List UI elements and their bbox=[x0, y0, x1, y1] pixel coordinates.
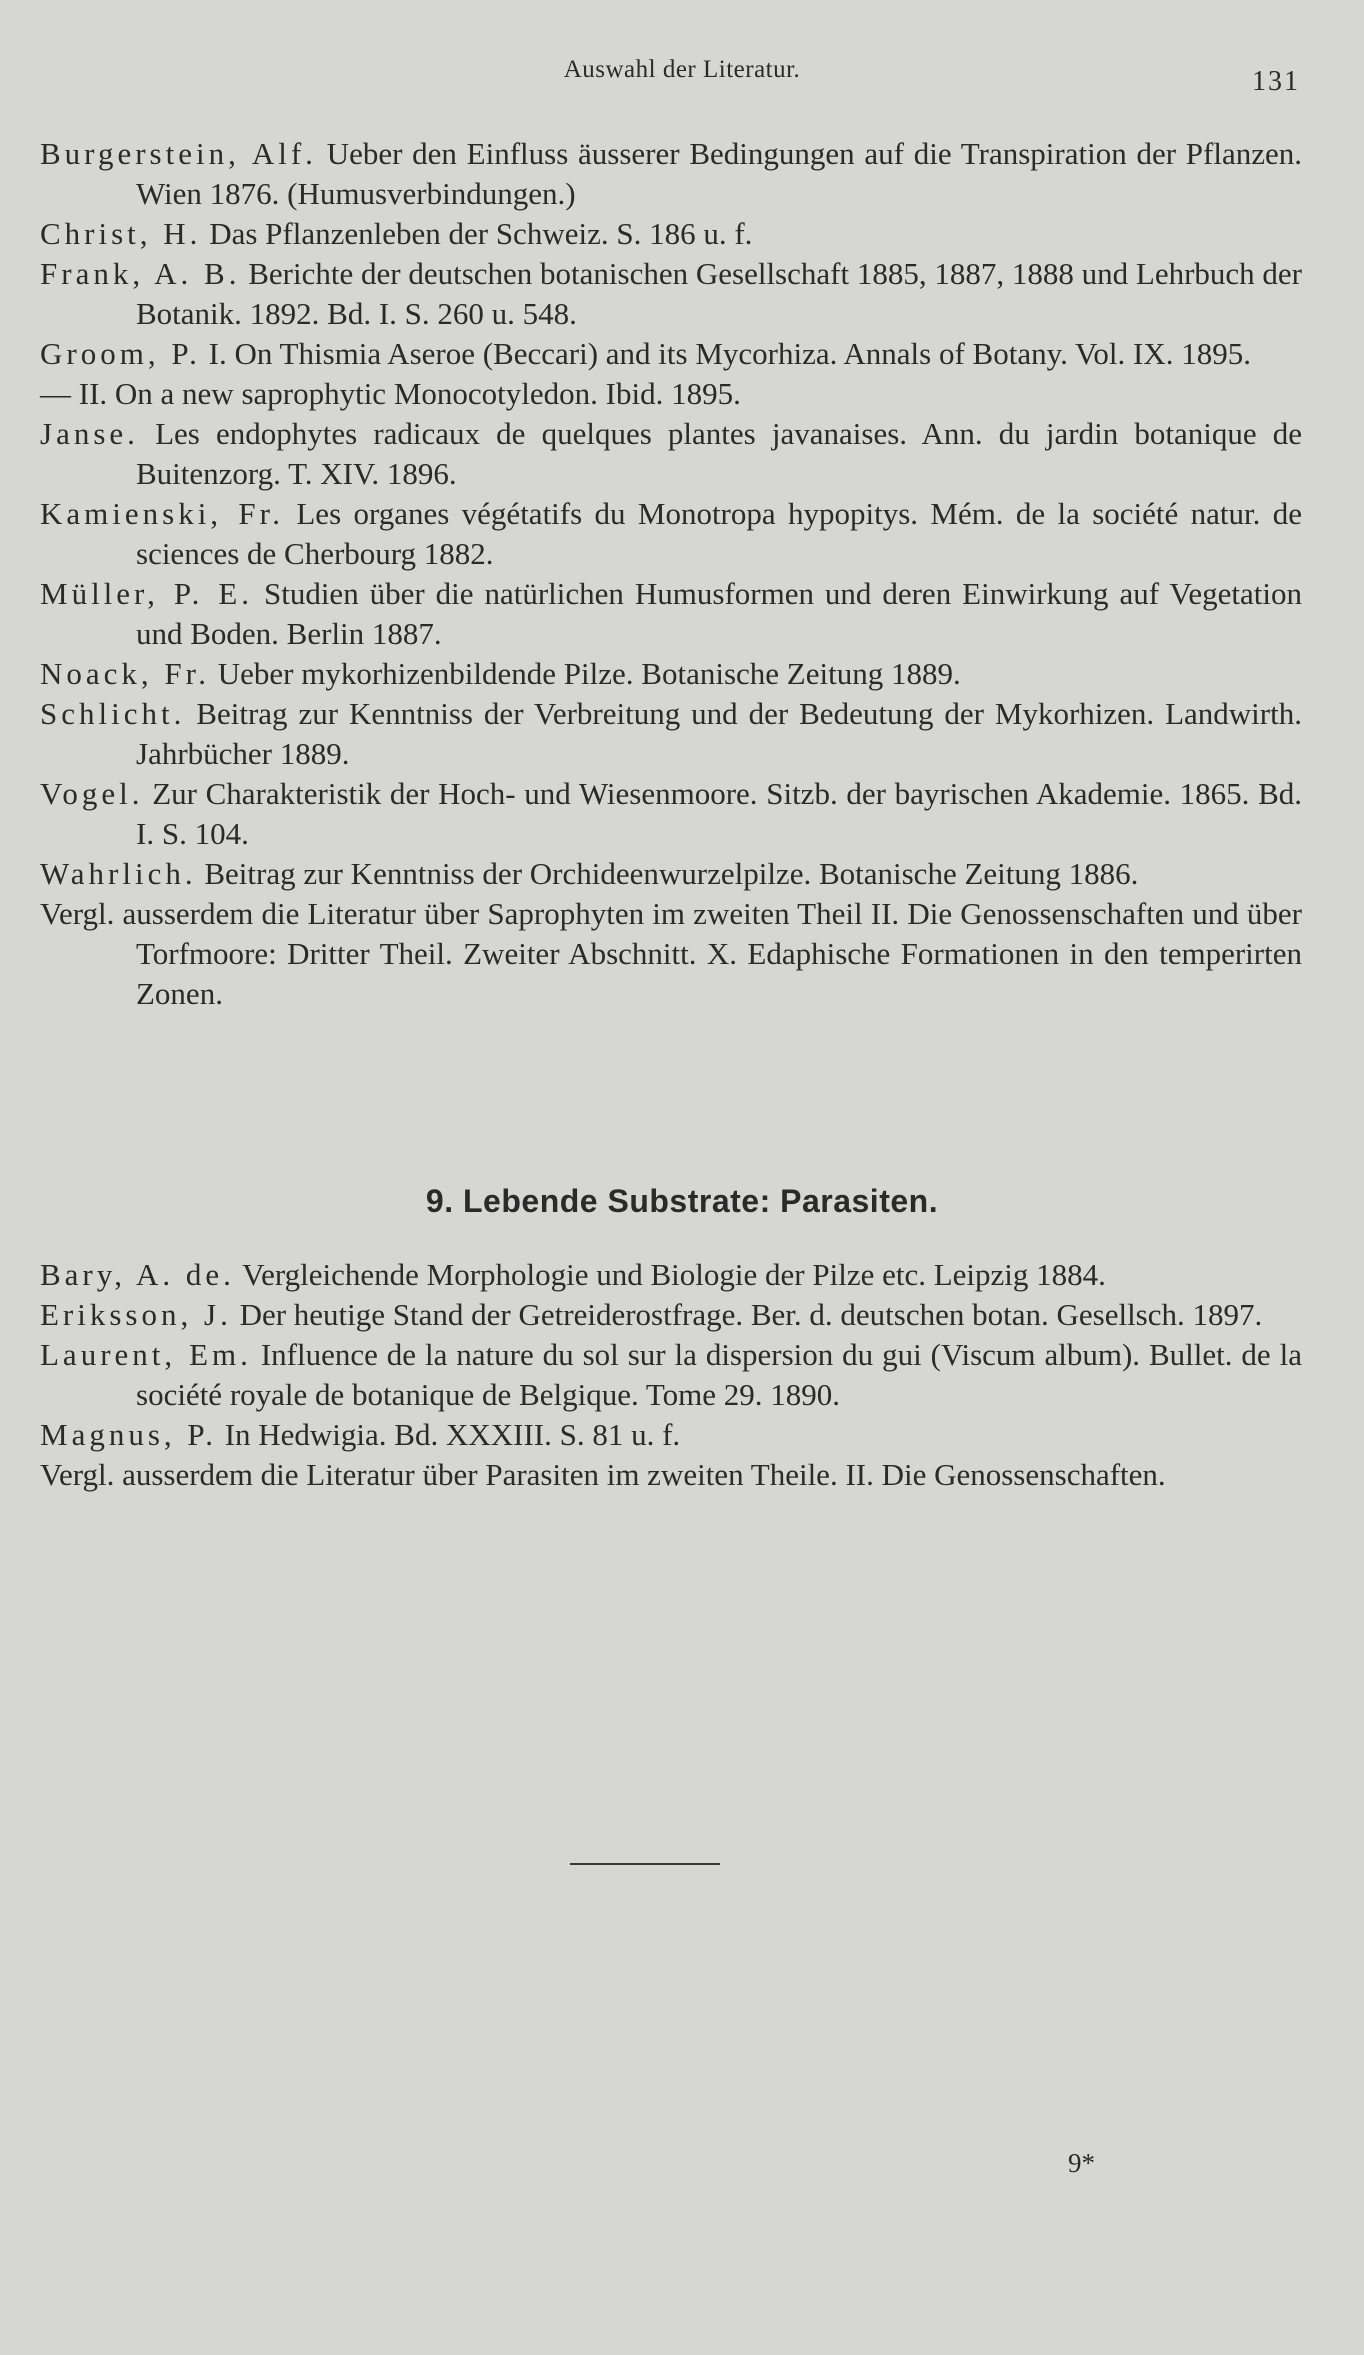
literature-entry bbox=[40, 494, 1302, 574]
literature-entry bbox=[40, 374, 1302, 414]
entry-text: Ueber den Einfluss äusserer Bedingungen auf die Transpiration der Pflanzen. Wien 1876. (Humusverbindungen.) bbox=[136, 136, 1302, 211]
entry-text: Vergleichende Morphologie und Biologie der Pilze etc. Leipzig 1884. bbox=[242, 1257, 1106, 1292]
literature-note bbox=[40, 1455, 1302, 1495]
literature-entry bbox=[40, 694, 1302, 774]
entry-author: Frank, A. B. bbox=[40, 256, 241, 291]
closing-rule bbox=[570, 1863, 720, 1865]
entry-text: Les organes végétatifs du Monotropa hypopitys. Mém. de la société natur. de sciences de Cherbourg 1882. bbox=[136, 496, 1302, 571]
literature-entry bbox=[40, 214, 1302, 254]
entry-author: Bary, A. de. bbox=[40, 1257, 235, 1292]
entry-author: Laurent, Em. bbox=[40, 1337, 252, 1372]
entry-text: Studien über die natürlichen Humusformen und deren Einwirkung auf Vegetation und Boden. Berlin 1887. bbox=[136, 576, 1302, 651]
entry-author: Christ, H. bbox=[40, 216, 202, 251]
literature-list bbox=[40, 134, 1302, 1014]
entry-text: Beitrag zur Kenntniss der Orchideenwurzelpilze. Botanische Zeitung 1886. bbox=[204, 856, 1139, 891]
literature-entry bbox=[40, 774, 1302, 854]
entry-author: Vogel. bbox=[40, 776, 144, 811]
entry-text: Das Pflanzenleben der Schweiz. S. 186 u. f. bbox=[209, 216, 753, 251]
entry-text: Der heutige Stand der Getreiderostfrage. Ber. d. deutschen botan. Gesellsch. 1897. bbox=[239, 1297, 1263, 1332]
entry-text: — II. On a new saprophytic Monocotyledon. Ibid. 1895. bbox=[40, 376, 741, 411]
page-number: 131 bbox=[1252, 66, 1300, 97]
literature-entry bbox=[40, 414, 1302, 494]
literature-entry bbox=[40, 1295, 1302, 1335]
entry-text: Ueber mykorhizenbildende Pilze. Botanische Zeitung 1889. bbox=[217, 656, 961, 691]
literature-entry bbox=[40, 654, 1302, 694]
literature-note bbox=[40, 894, 1302, 1014]
entry-author: Noack, Fr. bbox=[40, 656, 211, 691]
entry-text: Les endophytes radicaux de quelques plantes javanaises. Ann. du jardin botanique de Buitenzorg. T. XIV. 1896. bbox=[136, 416, 1303, 491]
entry-text: Berichte der deutschen botanischen Gesellschaft 1885, 1887, 1888 und Lehrbuch der Botanik. 1892. Bd. I. S. 260 u. 548. bbox=[136, 256, 1302, 331]
literature-entry bbox=[40, 574, 1302, 654]
entry-author: Schlicht. bbox=[40, 696, 186, 731]
entry-text: In Hedwigia. Bd. XXXIII. S. 81 u. f. bbox=[224, 1417, 681, 1452]
entry-author: Müller, P. E. bbox=[40, 576, 254, 611]
entry-text: Vergl. ausserdem die Literatur über Parasiten im zweiten Theile. II. Die Genossenschaften. bbox=[40, 1457, 1166, 1492]
literature-entry bbox=[40, 254, 1302, 334]
entry-text: Zur Charakteristik der Hoch- und Wiesenmoore. Sitzb. der bayrischen Akademie. 1865. Bd. I. S. 104. bbox=[136, 776, 1302, 851]
literature-entry bbox=[40, 1255, 1302, 1295]
literature-entry bbox=[40, 1415, 1302, 1455]
entry-author: Wahrlich. bbox=[40, 856, 197, 891]
literature-entry bbox=[40, 334, 1302, 374]
entry-text: I. On Thismia Aseroe (Beccari) and its Mycorhiza. Annals of Botany. Vol. IX. 1895. bbox=[208, 336, 1251, 371]
running-title: Auswahl der Literatur. bbox=[563, 56, 801, 83]
entry-text: Vergl. ausserdem die Literatur über Saprophyten im zweiten Theil II. Die Genossenschaften und über Torfmoore: Dritter Theil. Zweiter Abschnitt. X. Edaphische Formationen in den temperirten Zonen. bbox=[40, 896, 1302, 1011]
parasites-list bbox=[40, 1255, 1302, 1495]
entry-author: Magnus, P. bbox=[40, 1417, 217, 1452]
entry-author: Eriksson, J. bbox=[40, 1297, 232, 1332]
section-heading: 9. Lebende Substrate: Parasiten. bbox=[425, 1183, 939, 1219]
literature-entry bbox=[40, 854, 1302, 894]
entry-author: Groom, P. bbox=[40, 336, 201, 371]
entry-text: Beitrag zur Kenntniss der Verbreitung und der Bedeutung der Mykorhizen. Landwirth. Jahrbücher 1889. bbox=[136, 696, 1302, 771]
literature-entry bbox=[40, 1335, 1302, 1415]
entry-text: Influence de la nature du sol sur la dispersion du gui (Viscum album). Bullet. de la société royale de botanique de Belgique. Tome 29. 1890. bbox=[136, 1337, 1302, 1412]
signature-mark: 9* bbox=[1068, 2148, 1095, 2178]
entry-author: Burgerstein, Alf. bbox=[40, 136, 317, 171]
entry-author: Kamienski, Fr. bbox=[40, 496, 285, 531]
entry-author: Janse. bbox=[40, 416, 139, 451]
literature-entry bbox=[40, 134, 1302, 214]
